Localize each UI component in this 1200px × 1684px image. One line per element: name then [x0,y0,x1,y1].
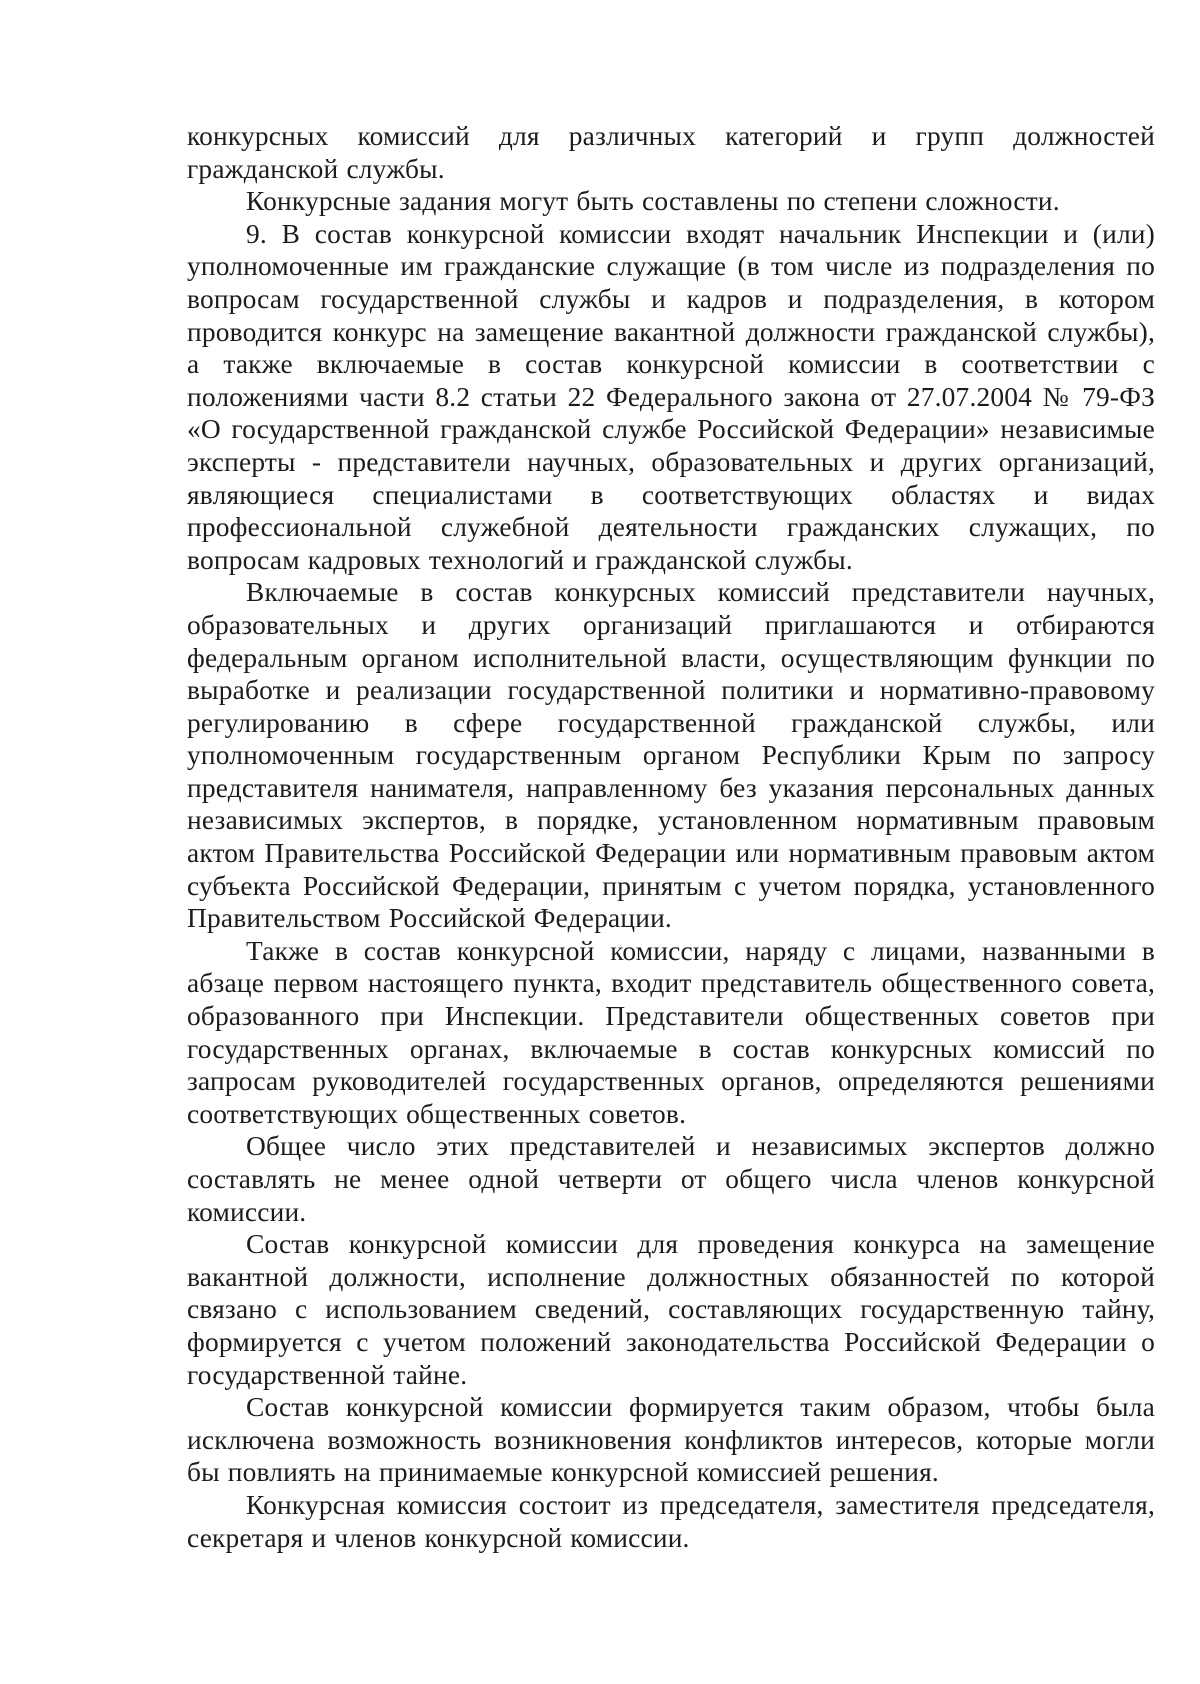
paragraph-experts-invitation: Включаемые в состав конкурсных комиссий представители научных, образовательных и других организаций приглашаются и отбираются федеральным органом исполнительной власти, осуществляющим функции по выработке и реализации государственной политики и нормативно-правовому регулированию в сфере государственной гражданской службы, или уполномоченным государственным органом Республики Крым по запросу представителя нанимателя, направленному без указания персональных данных независимых экспертов, в порядке, установленном нормативным правовым актом Правительства Российской Федерации или нормативным правовым актом субъекта Российской Федерации, принятым с учетом порядка, установленного Правительством Российской Федерации. [187,577,1155,934]
paragraph-state-secret: Состав конкурсной комиссии для проведения конкурса на замещение вакантной должности, исполнение должностных обязанностей по которой связано с использованием сведений, составляющих государственную тайну, формируется с учетом положений законодательства Российской Федерации о государственной тайне. [187,1229,1155,1390]
document-page [187,120,1155,1554]
paragraph-quarter-rule: Общее число этих представителей и независимых экспертов должно составлять не менее одной четверти от общего числа членов конкурсной комиссии. [187,1131,1155,1227]
paragraph-public-council: Также в состав конкурсной комиссии, наряду с лицами, названными в абзаце первом настоящего пункта, входит представитель общественного совета, образованного при Инспекции. Представители общественных советов при государственных органах, включаемые в состав конкурсных комиссий по запросам руководителей государственных органов, определяются решениями соответствующих общественных советов. [187,935,1155,1129]
paragraph-continuation: конкурсных комиссий для различных категорий и групп должностей гражданской службы. [187,121,1155,184]
paragraph-commission-composition: Конкурсная комиссия состоит из председателя, заместителя председателя, секретаря и членов конкурсной комиссии. [187,1489,1155,1553]
paragraph-tasks-complexity: Конкурсные задания могут быть составлены по степени сложности. [246,186,1060,217]
paragraph-conflict-of-interest: Состав конкурсной комиссии формируется таким образом, чтобы была исключена возможность возникновения конфликтов интересов, которые могли бы повлиять на принимаемые конкурсной комиссией решения. [187,1392,1155,1488]
paragraph-item-9: 9. В состав конкурсной комиссии входят начальник Инспекции и (или) уполномоченные им гражданские служащие (в том числе из подразделения по вопросам государственной службы и кадров и подразделения, в котором проводится конкурс на замещение вакантной должности гражданской службы), а также включаемые в состав конкурсной комиссии в соответствии с положениями части 8.2 статьи 22 Федерального закона от 27.07.2004 № 79-ФЗ «О государственной гражданской службе Российской Федерации» независимые эксперты - представители научных, образовательных и других организаций, являющиеся специалистами в соответствующих областях и видах профессиональной служебной деятельности гражданских служащих, по вопросам кадровых технологий и гражданской службы. [187,218,1155,575]
